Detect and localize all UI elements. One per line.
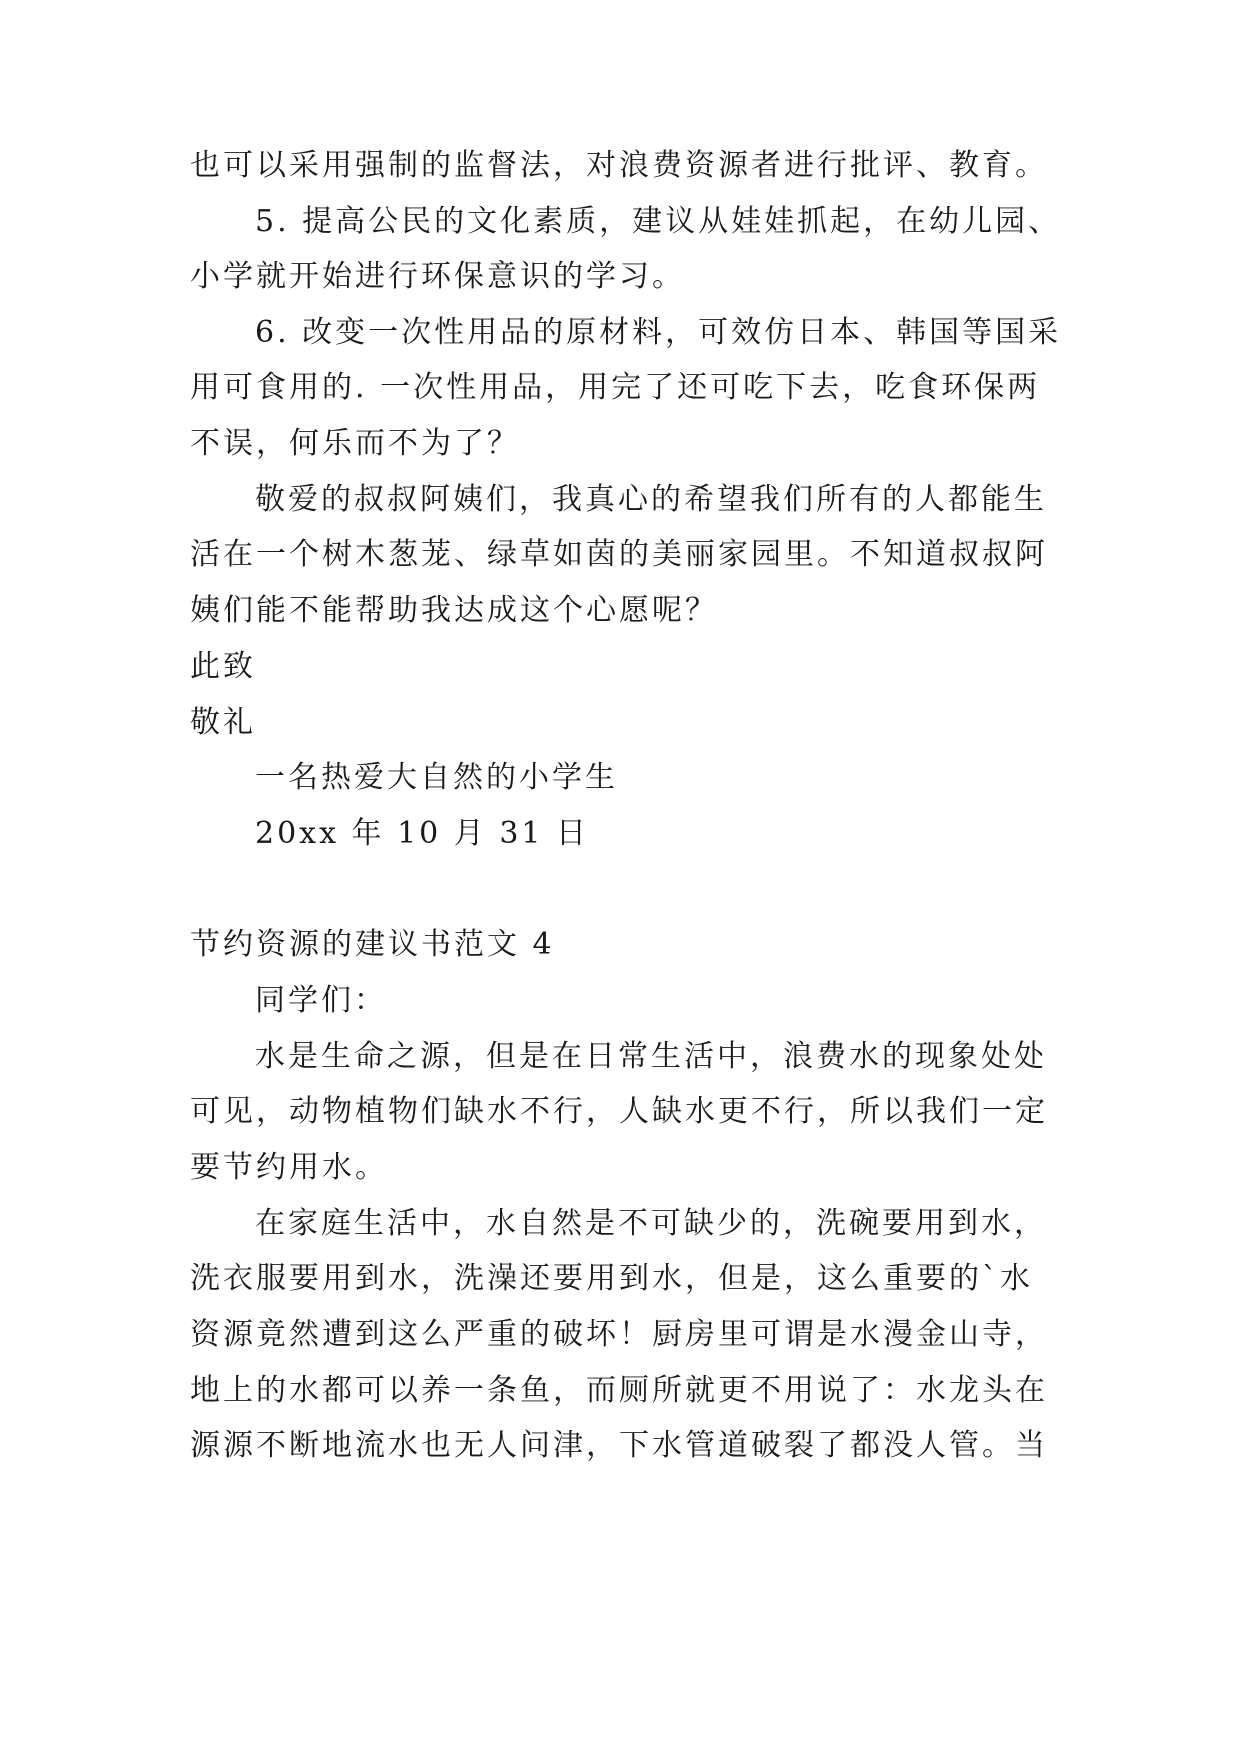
text-line: 活在一个树木葱茏、绿草如茵的美丽家园里。不知道叔叔阿	[190, 537, 1048, 572]
text-line: 敬爱的叔叔阿姨们，我真心的希望我们所有的人都能生	[255, 482, 1047, 517]
text-line: 6. 改变一次性用品的原材料，可效仿日本、韩国等国采	[255, 315, 1062, 350]
date-line: 20xx 年 10 月 31 日	[255, 816, 590, 851]
salutation-line: 此致	[190, 649, 256, 684]
text-line: 水是生命之源，但是在日常生活中，浪费水的现象处处	[255, 1039, 1047, 1074]
text-line: 在家庭生活中，水自然是不可缺少的，洗碗要用到水，	[255, 1206, 1047, 1241]
text-line: 姨们能不能帮助我达成这个心愿呢？	[190, 593, 718, 628]
salutation-line: 敬礼	[190, 705, 256, 740]
text-line: 小学就开始进行环保意识的学习。	[190, 259, 685, 294]
text-line: 也可以采用强制的监督法，对浪费资源者进行批评、教育。	[190, 148, 1048, 183]
text-line: 要节约用水。	[190, 1150, 388, 1185]
section-title: 节约资源的建议书范文 4	[190, 927, 555, 962]
text-line: 源源不断地流水也无人问津，下水管道破裂了都没人管。当	[190, 1428, 1048, 1463]
text-line: 可见，动物植物们缺水不行，人缺水更不行，所以我们一定	[190, 1094, 1048, 1129]
text-line: 地上的水都可以养一条鱼，而厕所就更不用说了：水龙头在	[190, 1373, 1048, 1408]
text-line: 资源竟然遭到这么严重的破坏！厨房里可谓是水漫金山寺，	[190, 1317, 1048, 1352]
text-line: 不误，何乐而不为了？	[190, 426, 520, 461]
signature-line: 一名热爱大自然的小学生	[255, 760, 618, 795]
text-line: 同学们：	[255, 983, 387, 1018]
text-line: 5. 提高公民的文化素质，建议从娃娃抓起，在幼儿园、	[255, 204, 1062, 239]
text-line: 洗衣服要用到水，洗澡还要用到水，但是，这么重要的`水	[190, 1261, 1033, 1296]
text-line: 用可食用的. 一次性用品，用完了还可吃下去，吃食环保两	[190, 370, 1041, 405]
